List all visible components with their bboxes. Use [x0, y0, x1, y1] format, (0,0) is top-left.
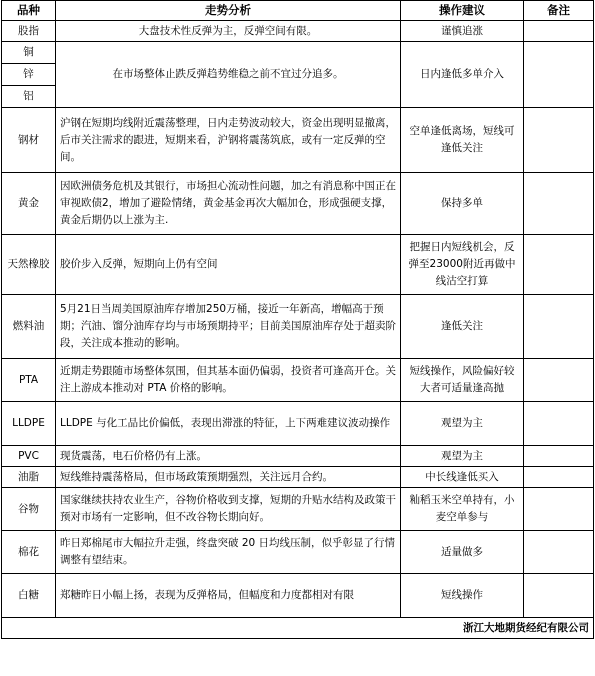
header-row: [2, 1, 594, 21]
row-note: [524, 359, 594, 402]
row-analysis: 昨日郑棉尾市大幅拉升走强，终盘突破 20 日均线压制，似乎彰显了行情调整有望结束。: [56, 531, 401, 574]
table-row: [2, 235, 594, 295]
row-advice: 适量做多: [401, 531, 524, 574]
table-row: [2, 21, 594, 42]
row-analysis: LLDPE 与化工品比价偏低，表现出滞涨的特征，上下两难建议波动操作: [56, 402, 401, 446]
row-note: [524, 173, 594, 235]
row-advice: 逢低关注: [401, 295, 524, 359]
row-name: PTA: [2, 359, 56, 402]
row-name: 股指: [2, 21, 56, 42]
row-name: 白糖: [2, 574, 56, 618]
table-row: [2, 446, 594, 467]
table-row: [2, 108, 594, 173]
row-advice: 短线操作，风险偏好较大者可适量逢高抛: [401, 359, 524, 402]
row-note: [524, 295, 594, 359]
header-note: 备注: [524, 1, 594, 21]
row-name: 天然橡胶: [2, 235, 56, 295]
table-row: [2, 402, 594, 446]
table-row: [2, 531, 594, 574]
header-advice: 操作建议: [401, 1, 524, 21]
row-advice: 谨慎追涨: [401, 21, 524, 42]
row-advice: 中长线逢低买入: [401, 467, 524, 488]
row-advice: 日内逢低多单介入: [401, 42, 524, 108]
row-advice: 短线操作: [401, 574, 524, 618]
row-analysis: 大盘技术性反弹为主，反弹空间有限。: [56, 21, 401, 42]
row-advice: 保持多单: [401, 173, 524, 235]
row-name: 油脂: [2, 467, 56, 488]
row-analysis: 国家继续扶持农业生产，谷物价格收到支撑，短期的升贴水结构及政策干预对市场有一定影响，但不改谷物长期向好。: [56, 488, 401, 531]
row-advice: 观望为主: [401, 402, 524, 446]
row-name: 锌: [2, 64, 56, 86]
company-name: 浙江大地期货经纪有限公司: [2, 618, 594, 639]
row-analysis: 胶价步入反弹，短期向上仍有空间: [56, 235, 401, 295]
strategy-table: [1, 0, 594, 639]
row-analysis: 近期走势跟随市场整体氛围，但其基本面仍偏弱，投资者可逢高开仓。关注上游成本推动对 PTA 价格的影响。: [56, 359, 401, 402]
row-analysis: 郑糖昨日小幅上扬，表现为反弹格局，但幅度和力度都相对有限: [56, 574, 401, 618]
row-name: 燃料油: [2, 295, 56, 359]
row-note: [524, 42, 594, 108]
row-analysis: 沪钢在短期均线附近震荡整理，日内走势波动较大，资金出现明显撤离，后市关注需求的跟进，短期来看，沪钢将震荡筑底，或有一定反弹的空间。: [56, 108, 401, 173]
footer-row: [2, 618, 594, 639]
row-note: [524, 488, 594, 531]
header-analysis: 走势分析: [56, 1, 401, 21]
table-row: [2, 42, 594, 64]
row-advice: 籼稻玉米空单持有，小麦空单参与: [401, 488, 524, 531]
table-row: [2, 574, 594, 618]
table-row: [2, 488, 594, 531]
row-name: 铜: [2, 42, 56, 64]
row-advice: 观望为主: [401, 446, 524, 467]
row-note: [524, 21, 594, 42]
row-analysis: 现货震荡，电石价格仍有上涨。: [56, 446, 401, 467]
row-note: [524, 108, 594, 173]
table-row: [2, 173, 594, 235]
header-name: 品种: [2, 1, 56, 21]
row-note: [524, 446, 594, 467]
row-name: LLDPE: [2, 402, 56, 446]
row-advice: 把握日内短线机会，反弹至23000附近再做中线沽空打算: [401, 235, 524, 295]
row-name: PVC: [2, 446, 56, 467]
row-note: [524, 402, 594, 446]
row-note: [524, 574, 594, 618]
row-analysis: 因欧洲债务危机及其银行，市场担心流动性问题，加之有消息称中国正在审视欧债2，增加了避险情绪，黄金基金再次大幅加仓，形成强硬支撑，黄金后期仍以上涨为主.: [56, 173, 401, 235]
row-advice: 空单逢低离场，短线可逢低关注: [401, 108, 524, 173]
row-name: 钢材: [2, 108, 56, 173]
row-name: 铝: [2, 86, 56, 108]
row-name: 棉花: [2, 531, 56, 574]
row-name: 谷物: [2, 488, 56, 531]
row-analysis: 短线维持震荡格局，但市场政策预期强烈，关注远月合约。: [56, 467, 401, 488]
row-name: 黄金: [2, 173, 56, 235]
row-analysis: 在市场整体止跌反弹趋势维稳之前不宜过分追多。: [56, 42, 401, 108]
table-row: [2, 295, 594, 359]
row-note: [524, 531, 594, 574]
row-analysis: 5月21日当周美国原油库存增加250万桶，接近一年新高，增幅高于预期；汽油、馏分油库存均与市场预期持平；目前美国原油库存处于超卖阶段，关注成本推动的影响。: [56, 295, 401, 359]
row-note: [524, 467, 594, 488]
row-note: [524, 235, 594, 295]
table-row: [2, 467, 594, 488]
table-row: [2, 359, 594, 402]
